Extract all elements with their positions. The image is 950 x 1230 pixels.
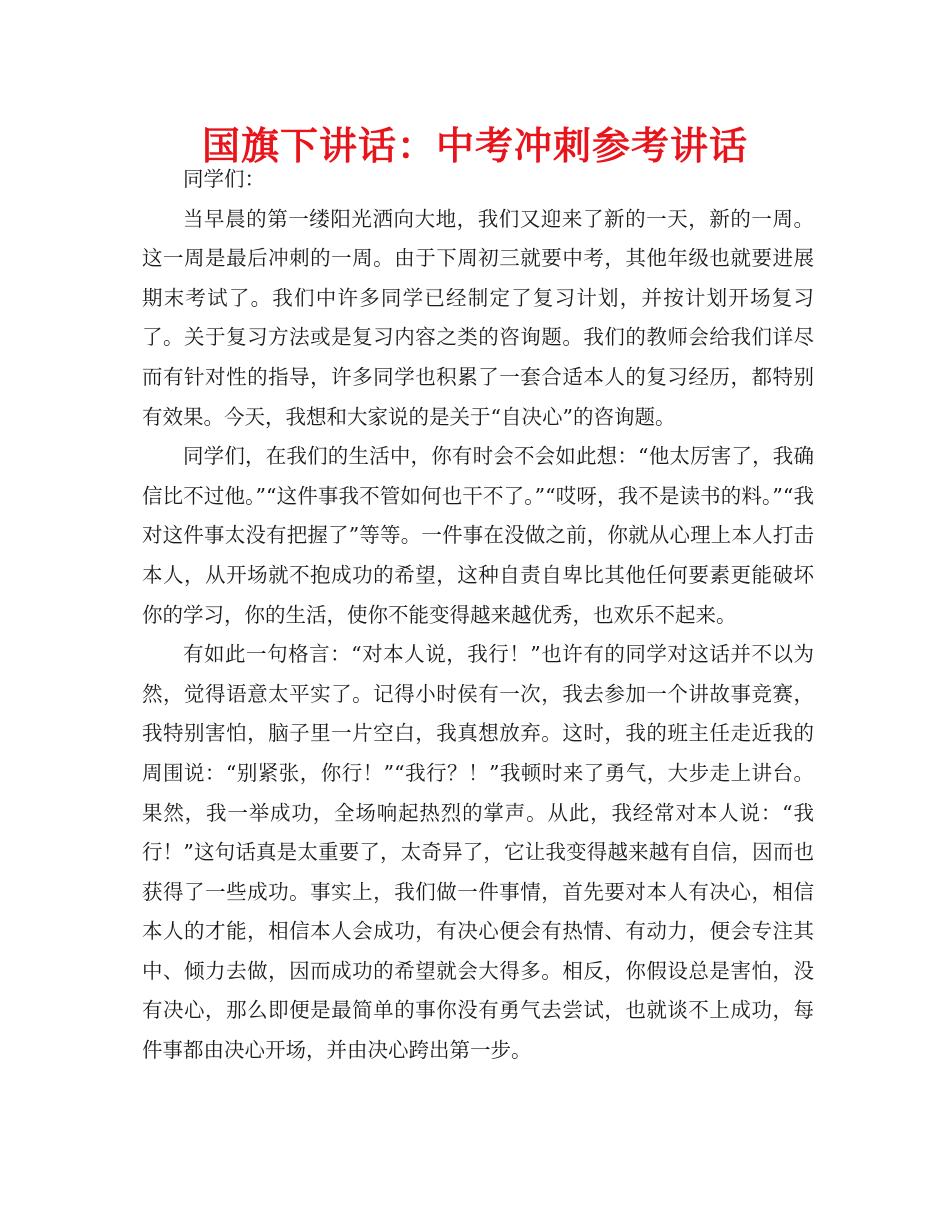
document-body bbox=[142, 160, 814, 1071]
paragraph: 有如此一句格言：“对本人说，我行！”也许有的同学对这话并不以为然，觉得语意太平实了。记得小时侯有一次，我去参加一个讲故事竞赛，我特别害怕，脑子里一片空白，我真想放弃。这时，我的班主任走近我的周围说：“别紧张，你行！”“我行？！”我顿时来了勇气，大步走上讲台。果然，我一举成功，全场响起热烈的掌声。从此，我经常对本人说：“我行！”这句话真是太重要了，太奇异了，它让我变得越来越有自信，因而也获得了一些成功。事实上，我们做一件事情，首先要对本人有决心，相信本人的才能，相信本人会成功，有决心便会有热情、有动力，便会专注其中、倾力去做，因而成功的希望就会大得多。相反，你假设总是害怕，没有决心，那么即便是最简单的事你没有勇气去尝试，也就谈不上成功，每件事都由决心开场，并由决心跨出第一步。 bbox=[142, 642, 814, 1063]
paragraph-greeting: 同学们： bbox=[183, 167, 265, 191]
paragraph: 同学们，在我们的生活中，你有时会不会如此想：“他太厉害了，我确信比不过他。”“这件事我不管如何也干不了。”“哎呀，我不是读书的料。”“我对这件事太没有把握了”等等。一件事在没做之前，你就从心理上本人打击本人，从开场就不抱成功的希望，这种自责自卑比其他任何要素更能破坏你的学习，你的生活，使你不能变得越来越优秀，也欢乐不起来。 bbox=[142, 444, 814, 627]
paragraph: 当早晨的第一缕阳光洒向大地，我们又迎来了新的一天，新的一周。这一周是最后冲刺的一周。由于下周初三就要中考，其他年级也就要进展期末考试了。我们中许多同学已经制定了复习计划，并按计划开场复习了。关于复习方法或是复习内容之类的咨询题。我们的教师会给我们详尽而有针对性的指导，许多同学也积累了一套合适本人的复习经历，都特别有效果。今天，我想和大家说的是关于“自决心”的咨询题。 bbox=[142, 206, 814, 429]
document-title: 国旗下讲话：中考冲刺参考讲话 bbox=[201, 124, 748, 168]
